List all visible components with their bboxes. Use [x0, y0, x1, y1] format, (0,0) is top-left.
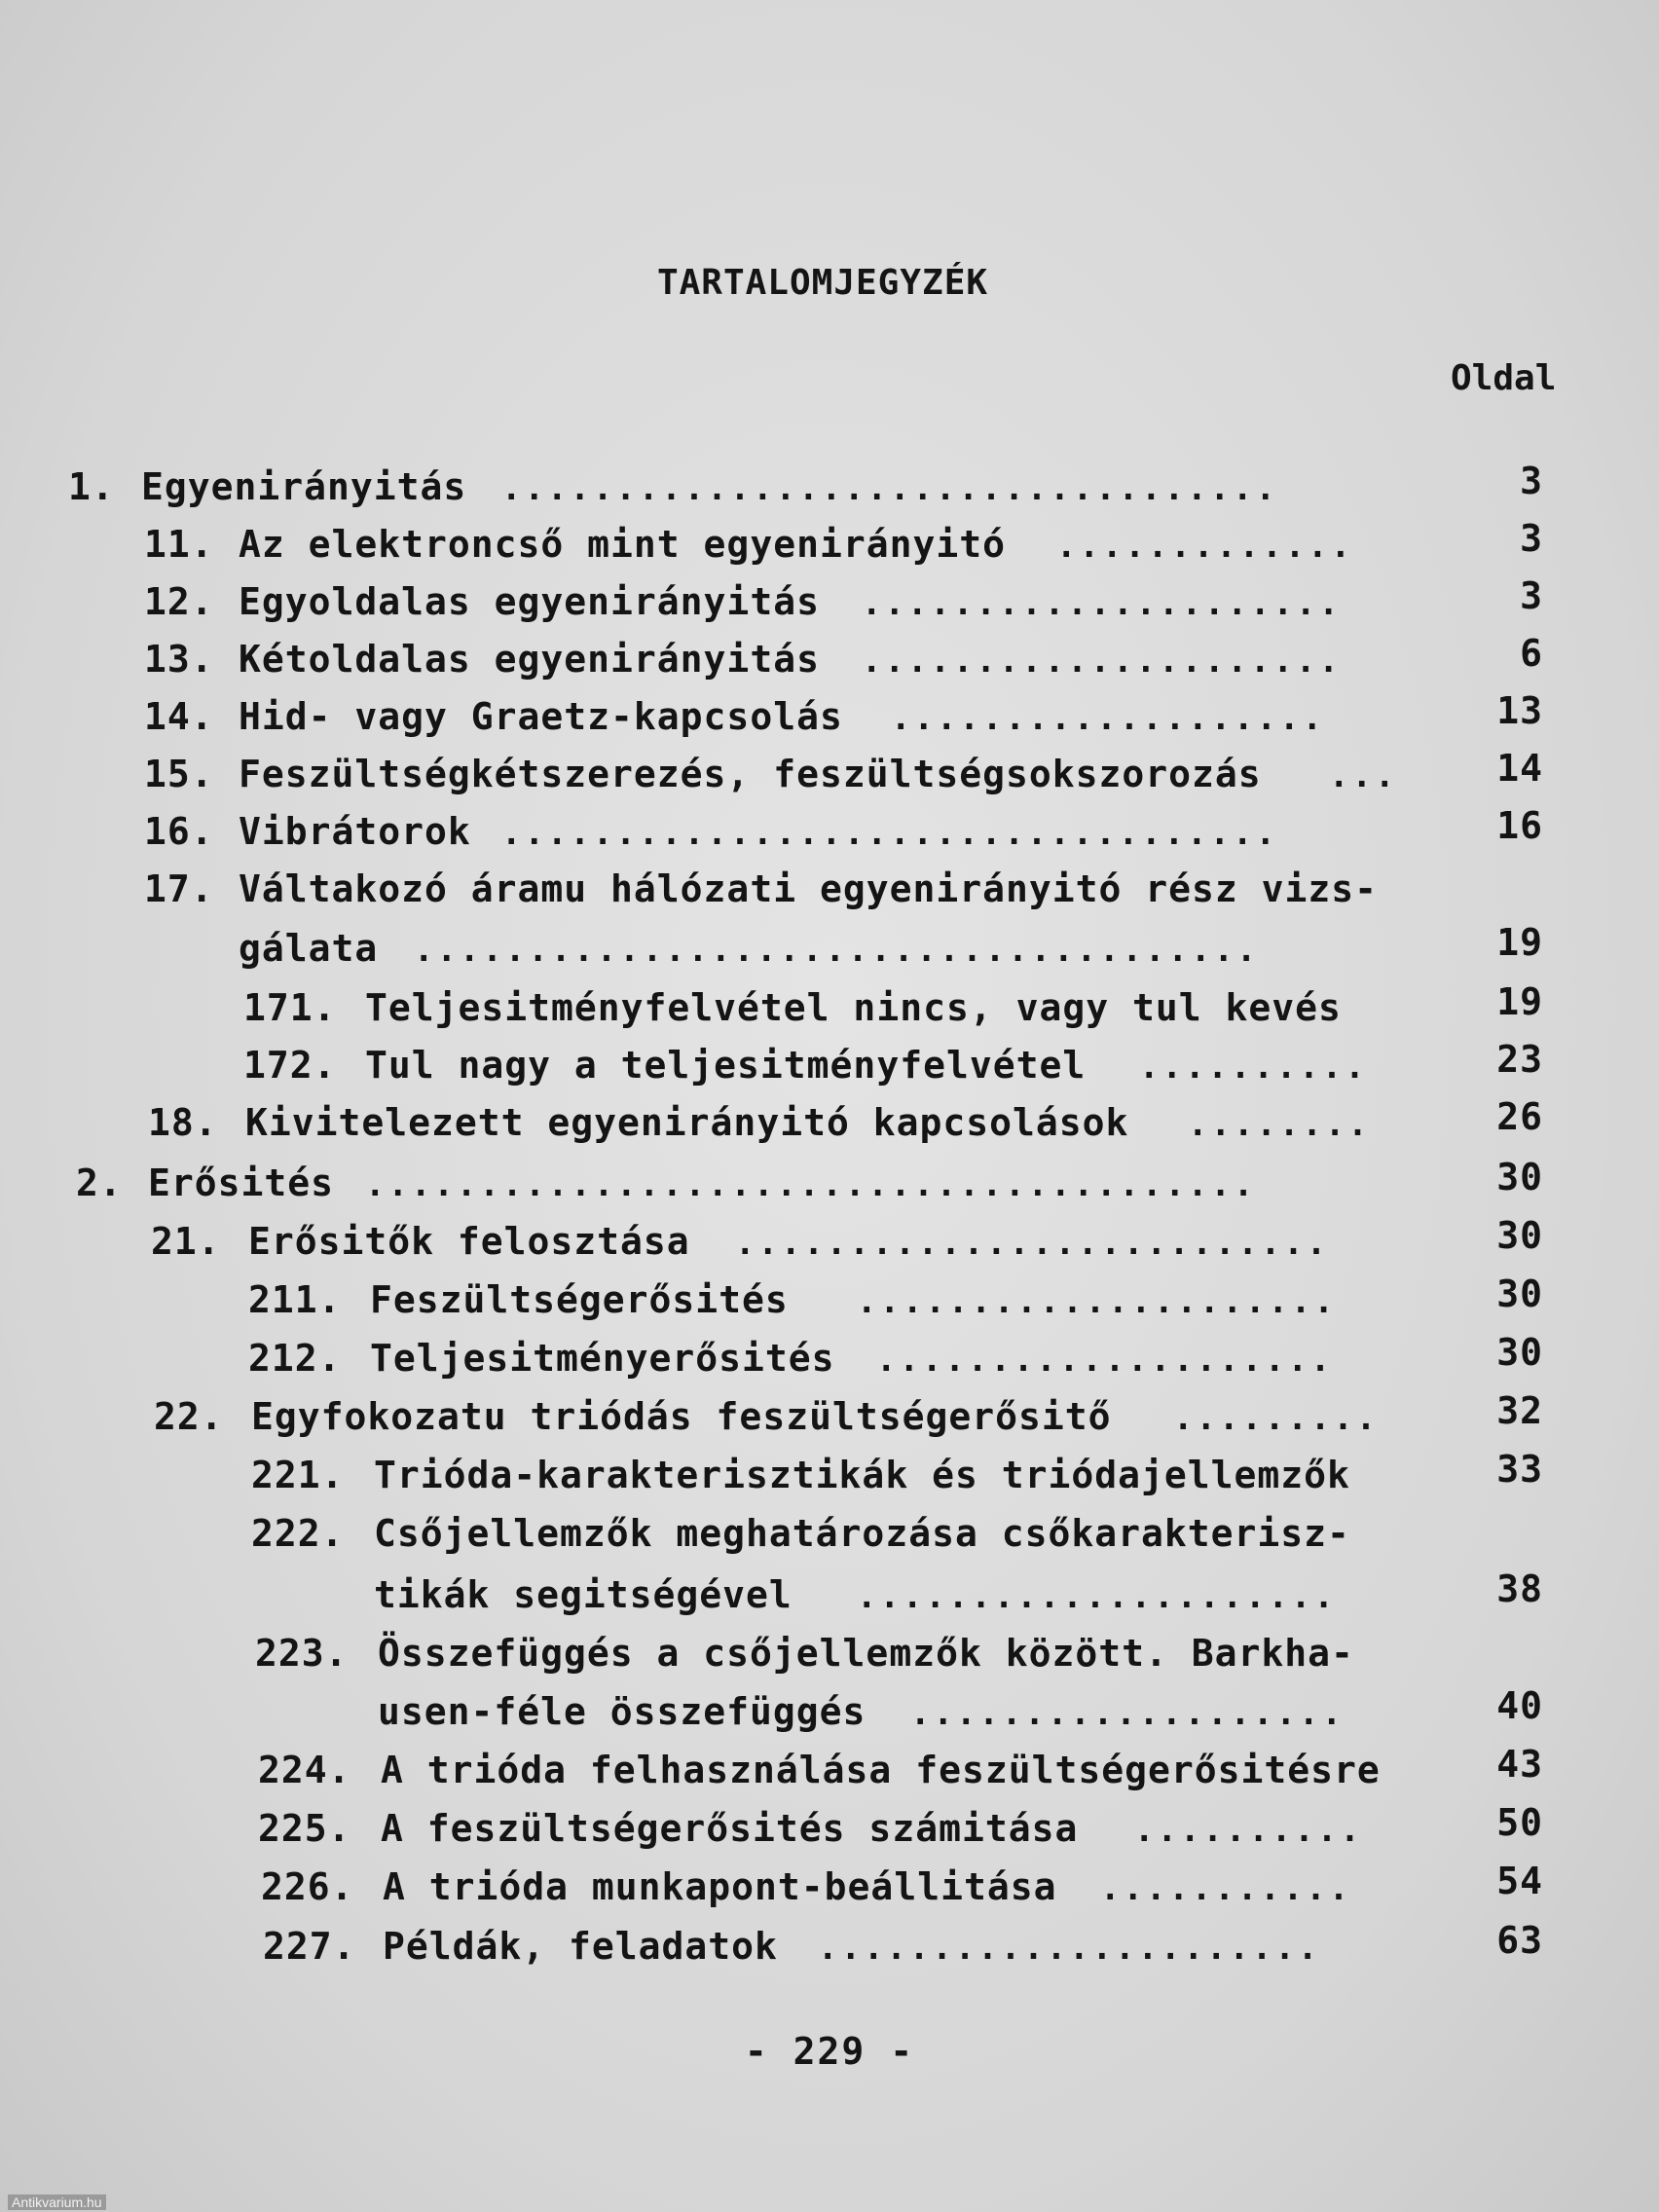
leader-dots: .....................	[862, 642, 1342, 681]
leader-dots: .....................	[857, 1577, 1337, 1616]
leader-dots: ...........	[1100, 1869, 1352, 1908]
toc-entry-number: 12.	[144, 580, 214, 623]
toc-entry-title: tikák segitségével	[374, 1573, 793, 1616]
toc-entry-page: 38	[1496, 1567, 1543, 1610]
toc-entry-page: 30	[1496, 1214, 1543, 1257]
toc-entry-number: 15.	[144, 753, 214, 795]
toc-entry-number: 227.	[263, 1925, 356, 1968]
toc-entry-title: Az elektroncső mint egyenirányitó	[239, 523, 1006, 566]
toc-entry-page: 19	[1496, 921, 1543, 964]
toc-entry-title: Trióda-karakterisztikák és triódajellemzők	[374, 1454, 1350, 1496]
toc-entry-page: 3	[1520, 460, 1543, 502]
toc-entry-page: 30	[1496, 1156, 1543, 1198]
leader-dots: ........	[1188, 1105, 1371, 1144]
leader-dots: ..................................	[501, 814, 1278, 853]
toc-entry-page: 14	[1496, 747, 1543, 790]
toc-entry-number: 212.	[248, 1337, 342, 1380]
toc-entry-title: Vibrátorok	[239, 810, 471, 853]
toc-entry-title: Hid- vagy Graetz-kapcsolás	[239, 695, 843, 738]
leader-dots: ..................................	[501, 469, 1278, 508]
toc-entry-title: Kétoldalas egyenirányitás	[239, 638, 820, 681]
leader-dots: .............	[1056, 527, 1354, 566]
toc-entry-page: 3	[1520, 574, 1543, 617]
toc-entry-page: 16	[1496, 804, 1543, 847]
toc-entry-number: 13.	[144, 638, 214, 681]
toc-entry-page: 30	[1496, 1272, 1543, 1315]
leader-dots: ...................	[910, 1694, 1345, 1733]
toc-entry-number: 171.	[243, 986, 337, 1029]
page-title: TARTALOMJEGYZÉK	[656, 263, 989, 303]
leader-dots: ...................	[891, 699, 1325, 738]
toc-entry-page: 54	[1496, 1860, 1543, 1902]
leader-dots: .....................	[857, 1282, 1337, 1321]
toc-entry-page: 23	[1496, 1038, 1543, 1081]
toc-entry-page: 26	[1496, 1095, 1543, 1138]
toc-entry-title: Egyfokozatu triódás feszültségerősitő	[251, 1395, 1112, 1438]
toc-entry-title: usen-féle összefüggés	[378, 1690, 866, 1733]
toc-entry-number: 226.	[261, 1865, 354, 1908]
toc-entry-title: Kivitelezett egyenirányitó kapcsolások	[245, 1101, 1129, 1144]
toc-entry-page: 50	[1496, 1801, 1543, 1844]
toc-entry-title: A trióda felhasználása feszültségerősitésre	[381, 1749, 1381, 1791]
toc-entry-number: 222.	[251, 1512, 345, 1555]
toc-entry-title: Feszültségerősités	[370, 1278, 789, 1321]
toc-entry-page: 30	[1496, 1331, 1543, 1374]
toc-entry-title: Teljesitményfelvétel nincs, vagy tul kevés	[365, 986, 1342, 1029]
toc-entry-number: 1.	[68, 465, 115, 508]
toc-entry-page: 19	[1496, 980, 1543, 1023]
toc-entry-title: Erősités	[148, 1161, 335, 1204]
leader-dots: .......................................	[365, 1165, 1257, 1204]
toc-entry-title: gálata	[239, 927, 379, 970]
toc-entry-number: 11.	[144, 523, 214, 566]
leader-dots: ..........	[1134, 1811, 1363, 1850]
toc-entry-number: 18.	[148, 1101, 218, 1144]
page-column-label: Oldal	[1451, 358, 1557, 398]
toc-entry-title: Erősitők felosztása	[248, 1220, 690, 1263]
leader-dots: ....................	[876, 1341, 1334, 1380]
leader-dots: ..........................	[735, 1224, 1330, 1263]
toc-entry-number: 2.	[76, 1161, 123, 1204]
toc-entry-page: 63	[1496, 1919, 1543, 1962]
toc-entry-number: 17.	[144, 867, 214, 910]
toc-entry-page: 43	[1496, 1743, 1543, 1786]
toc-entry-number: 16.	[144, 810, 214, 853]
toc-entry-title: Egyenirányitás	[141, 465, 467, 508]
toc-entry-number: 221.	[251, 1454, 345, 1496]
toc-entry-number: 223.	[255, 1632, 349, 1675]
toc-entry-title: A trióda munkapont-beállitása	[383, 1865, 1057, 1908]
toc-entry-title: Csőjellemzők meghatározása csőkarakterisz-	[374, 1512, 1350, 1555]
leader-dots: .....................	[862, 584, 1342, 623]
toc-entry-number: 172.	[243, 1044, 337, 1087]
leader-dots: ......................	[818, 1929, 1321, 1968]
watermark: Antikvarium.hu	[8, 2194, 106, 2210]
toc-entry-title: Feszültségkétszerezés, feszültségsokszorozás	[239, 753, 1262, 795]
toc-entry-title: Példák, feladatok	[383, 1925, 778, 1968]
toc-entry-number: 22.	[154, 1395, 224, 1438]
toc-entry-page: 6	[1520, 632, 1543, 675]
toc-entry-title: Váltakozó áramu hálózati egyenirányitó rész vizs-	[239, 867, 1379, 910]
toc-entry-page: 40	[1496, 1684, 1543, 1727]
toc-entry-page: 33	[1496, 1448, 1543, 1491]
toc-entry-page: 32	[1496, 1389, 1543, 1432]
toc-entry-title: Egyoldalas egyenirányitás	[239, 580, 820, 623]
toc-entry-number: 224.	[258, 1749, 351, 1791]
toc-entry-number: 225.	[258, 1807, 351, 1850]
toc-entry-number: 14.	[144, 695, 214, 738]
leader-dots: .........	[1173, 1399, 1380, 1438]
leader-dots: .....................................	[414, 931, 1260, 970]
leader-dots: ..........	[1139, 1048, 1368, 1087]
toc-entry-page: 13	[1496, 689, 1543, 732]
toc-entry-title: Teljesitményerősités	[370, 1337, 835, 1380]
page-number: - 229 -	[744, 2030, 915, 2073]
toc-entry-title: Tul nagy a teljesitményfelvétel	[365, 1044, 1087, 1087]
toc-entry-page: 3	[1520, 517, 1543, 560]
toc-entry-title: Összefüggés a csőjellemzők között. Barkha-	[378, 1632, 1354, 1675]
toc-entry-number: 211.	[248, 1278, 342, 1321]
toc-entry-number: 21.	[151, 1220, 221, 1263]
leader-dots: ...	[1329, 756, 1398, 795]
toc-entry-title: A feszültségerősités számitása	[381, 1807, 1079, 1850]
